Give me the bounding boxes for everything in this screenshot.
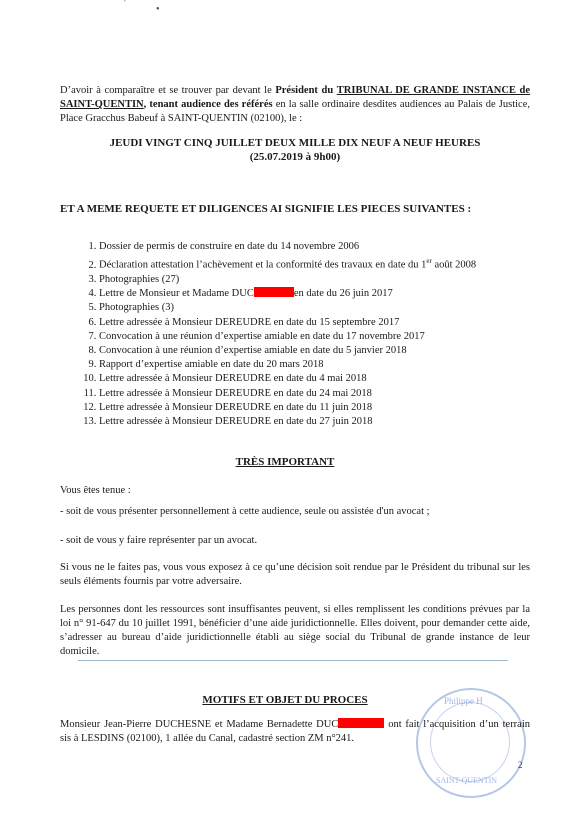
intro-rest-text: en la salle ordinaire desdites audiences au Palais de Justice, Place Gracchus Babeuf à SAINT-QUENTIN (02100), le :: [60, 99, 530, 124]
motifs-paragraph: [60, 718, 530, 746]
list-item: 11. Lettre adressée à Monsieur DEREUDRE en date du 24 mai 2018: [99, 387, 569, 401]
list-item: 5. Photographies (3): [99, 301, 569, 315]
list-item: 7. Convocation à une réunion d’expertise amiable en date du 17 novembre 2017: [99, 330, 569, 344]
pieces-list: [60, 240, 569, 429]
option-represented: - soit de vous y faire représenter par un avocat.: [60, 535, 258, 546]
list-item: 1. Dossier de permis de construire en date du 14 novembre 2006: [99, 240, 569, 254]
list-item: 8. Convocation à une réunion d’expertise amiable en date du 5 janvier 2018: [99, 344, 569, 358]
page-number: 2: [518, 760, 523, 770]
stamp-text-bottom: SAINT-QUENTIN: [436, 776, 498, 785]
hearing-date-numeric: (25.07.2019 à 9h00): [249, 151, 341, 163]
important-heading: TRÈS IMPORTANT: [235, 456, 335, 468]
intro-text: D’avoir à comparaître et se trouver par devant le: [60, 85, 272, 96]
legal-aid-paragraph: Les personnes dont les ressources sont insuffisantes peuvent, si elles remplissent les conditions prévues par la loi n° 91-647 du 10 juillet 1991, bénéficier d’une aide juridictionnelle. Elles doivent, pour demander cette aide, s’adresser au bureau d’aide juridictionnelle établi au siège social du Tribunal de grande instance de leur domicile.: [60, 604, 530, 657]
list-item-text: en date du 26 juin 2017: [293, 288, 393, 300]
default-warning: Si vous ne le faites pas, vous vous exposez à ce qu’une décision soit rendue par le Président du tribunal sur les seuls éléments fournis par votre adversaire.: [60, 562, 530, 587]
tribunal-name: TRIBUNAL DE GRANDE INSTANCE de SAINT-QUENTIN: [60, 85, 531, 110]
list-item: 6. Lettre adressée à Monsieur DEREUDRE en date du 15 septembre 2017: [99, 316, 569, 330]
divider: [78, 660, 508, 661]
motifs-text: ont fait l’acquisition d’un terrain sis à LESDINS (02100), 1 allée du Canal, cadastré section ZM n°241.: [60, 719, 531, 744]
obligation-intro: Vous êtes tenue :: [60, 485, 131, 496]
pieces-heading: ET A MEME REQUETE ET DILIGENCES AI SIGNIFIE LES PIECES SUIVANTES :: [60, 203, 472, 215]
motifs-text: Monsieur Jean-Pierre DUCHESNE et Madame Bernadette DUC: [60, 719, 339, 730]
option-appear: - soit de vous présenter personnellement à cette audience, seule ou assistée d'un avocat ;: [60, 506, 430, 517]
hearing-date-words: JEUDI VINGT CINQ JUILLET DEUX MILLE DIX NEUF A NEUF HEURES: [109, 137, 481, 149]
redaction-box: [254, 287, 294, 297]
list-item: 2. Déclaration attestation l’achèvement et la conformité des travaux en date du 1er août 2008: [99, 254, 569, 273]
list-item: 12. Lettre adressée à Monsieur DEREUDRE en date du 11 juin 2018: [99, 401, 569, 415]
audience-text: , tenant audience des référés: [143, 99, 273, 110]
president-text: Président du: [275, 85, 334, 96]
list-item: [99, 287, 569, 301]
list-item: 13. Lettre adressée à Monsieur DEREUDRE en date du 27 juin 2018: [99, 415, 569, 429]
list-item: 3. Photographies (27): [99, 273, 569, 287]
motifs-heading: MOTIFS ET OBJET DU PROCES: [202, 694, 368, 706]
stamp-text-top: Philippe H: [444, 696, 483, 706]
redaction-box: [338, 718, 384, 728]
summons-paragraph: [60, 84, 530, 126]
hearing-date: [60, 136, 530, 164]
margin-mark: •: [156, 4, 160, 15]
margin-mark: ': [124, 0, 126, 9]
list-item: 9. Rapport d’expertise amiable en date du 20 mars 2018: [99, 358, 569, 372]
list-item-text: Lettre de Monsieur et Madame DUC: [99, 288, 254, 300]
list-item: 10. Lettre adressée à Monsieur DEREUDRE en date du 4 mai 2018: [99, 372, 569, 386]
